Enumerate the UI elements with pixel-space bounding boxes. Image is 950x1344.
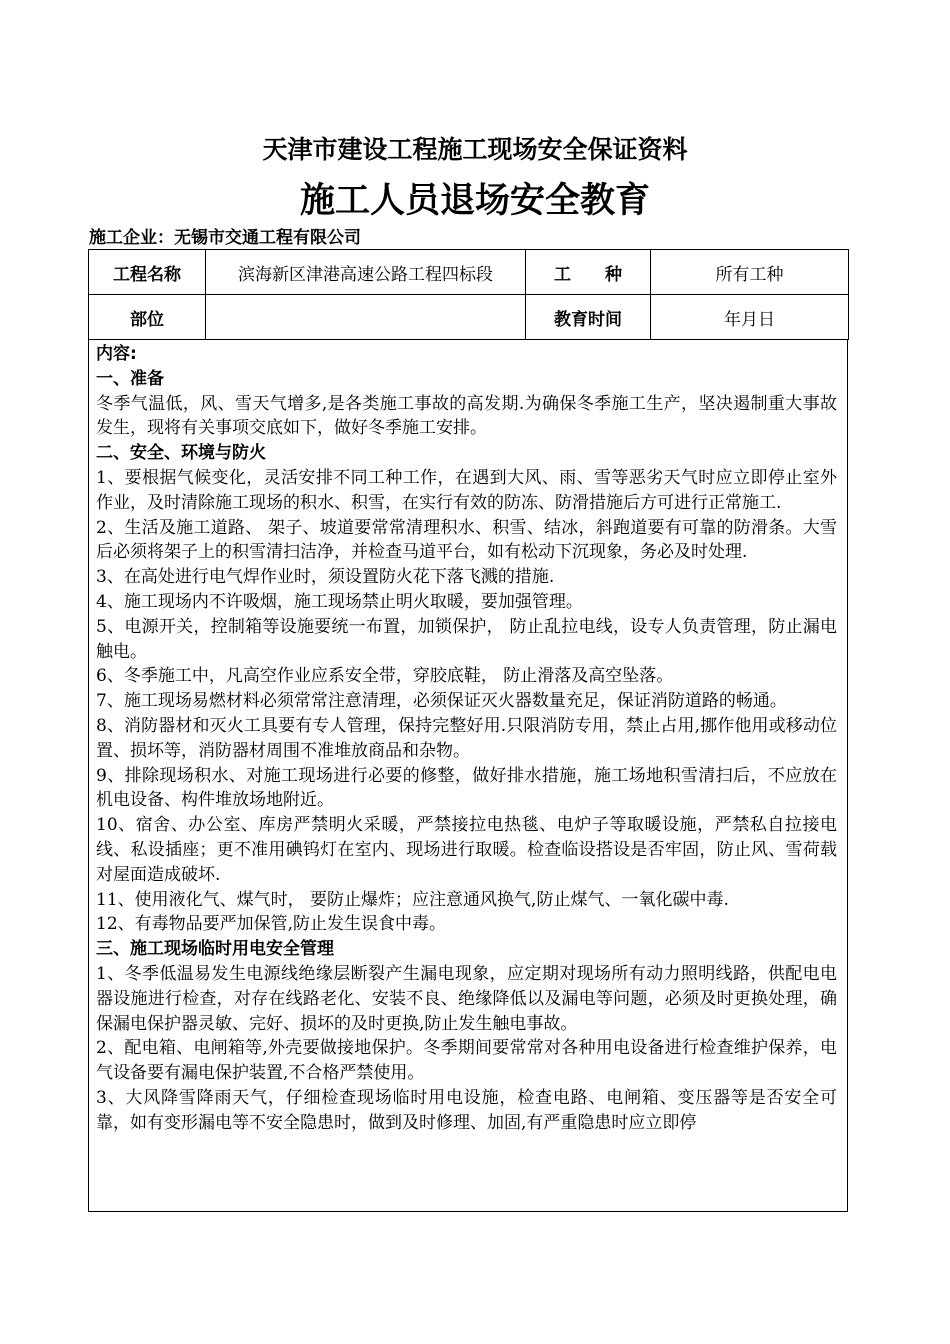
location-value bbox=[206, 295, 526, 340]
content-paragraph: 11、使用液化气、煤气时， 要防止爆炸；应注意通风换气,防止煤气、一氧化碳中毒. bbox=[96, 889, 729, 910]
section-heading: 二、安全、环境与防火 bbox=[96, 443, 266, 464]
document-title: 天津市建设工程施工现场安全保证资料 bbox=[262, 135, 688, 164]
content-paragraph: 3、在高处进行电气焊作业时，须设置防火花下落飞溅的措施. bbox=[96, 567, 555, 588]
content-paragraph: 1、冬季低温易发生电源线绝缘层断裂产生漏电现象，应定期对现场所有动力照明线路，供配电电器设施进行检查，对存在线路老化、安装不良、绝缘降低以及漏电等问题，必须及时更换处理，确保漏电保护器灵敏、完好、损坏的及时更换,防止发生触电事故。 bbox=[96, 963, 837, 1034]
location-label: 部位 bbox=[89, 295, 206, 340]
content-body bbox=[89, 339, 847, 1136]
content-paragraph: 9、排除现场积水、对施工现场进行必要的修整，做好排水措施，施工场地积雪清扫后，不应放在机电设备、构件堆放场地附近。 bbox=[96, 765, 837, 811]
content-section bbox=[88, 339, 848, 1212]
project-name-label: 工程名称 bbox=[89, 250, 206, 295]
edu-time-value: 年月日 bbox=[651, 295, 849, 340]
section-heading: 一、准备 bbox=[96, 368, 164, 389]
document-subtitle: 施工人员退场安全教育 bbox=[299, 181, 650, 221]
content-paragraph: 6、冬季施工中，凡高空作业应系安全带，穿胶底鞋， 防止滑落及高空坠落。 bbox=[96, 666, 674, 687]
content-paragraph: 4、施工现场内不许吸烟，施工现场禁止明火取暖，要加强管理。 bbox=[96, 591, 583, 612]
content-paragraph: 10、宿舍、办公室、库房严禁明火采暖，严禁接拉电热毯、电炉子等取暖设施，严禁私自拉接电线、私设插座；更不准用碘钨灯在室内、现场进行取暖。检查临设搭设是否牢固，防止风、雪荷载对屋面造成破坏. bbox=[96, 815, 837, 885]
table-row bbox=[89, 250, 849, 295]
project-name-value: 滨海新区津港高速公路工程四标段 bbox=[206, 250, 526, 295]
content-paragraph: 3、大风降雪降雨天气，仔细检查现场临时用电设施，检查电路、电闸箱、变压器等是否安全可靠，如有变形漏电等不安全隐患时，做到及时修理、加固,有严重隐患时应立即停 bbox=[96, 1087, 837, 1133]
section-heading: 三、施工现场临时用电安全管理 bbox=[96, 939, 334, 960]
content-paragraph: 2、生活及施工道路、 架子、坡道要常常清理积水、积雪、结冰，斜跑道要有可靠的防滑条。大雪后必须将架子上的积雪清扫洁净，并检查马道平台，如有松动下沉现象，务必及时处理. bbox=[96, 517, 837, 563]
content-paragraph: 2、配电箱、电闸箱等,外壳要做接地保护。冬季期间要常常对各种用电设备进行检查维护保养，电气设备要有漏电保护装置,不合格严禁使用。 bbox=[96, 1038, 837, 1084]
content-paragraph: 12、有毒物品要严加保管,防止发生误食中毒。 bbox=[96, 914, 447, 935]
trade-value: 所有工种 bbox=[651, 250, 849, 295]
edu-time-label: 教育时间 bbox=[526, 295, 651, 340]
content-paragraph: 8、消防器材和灭火工具要有专人管理，保持完整好用.只限消防专用，禁止占用,挪作他用或移动位置、损坏等，消防器材周围不准堆放商品和杂物。 bbox=[96, 715, 837, 761]
info-table bbox=[88, 249, 849, 340]
content-paragraph: 冬季气温低，风、雪天气增多,是各类施工事故的高发期.为确保冬季施工生产，坚决遏制重大事故发生，现将有关事项交底如下，做好冬季施工安排。 bbox=[96, 393, 837, 439]
content-paragraph: 5、电源开关，控制箱等设施要统一布置，加锁保护， 防止乱拉电线，设专人负责管理，防止漏电触电。 bbox=[96, 616, 837, 662]
content-paragraph: 7、施工现场易燃材料必须常常注意清理，必须保证灭火器数量充足，保证消防道路的畅通。 bbox=[96, 691, 787, 712]
content-heading: 内容: bbox=[96, 344, 137, 364]
company-line: 施工企业：无锡市交通工程有限公司 bbox=[89, 228, 361, 248]
trade-label: 工 种 bbox=[526, 250, 651, 295]
table-row bbox=[89, 295, 849, 340]
content-paragraph: 1、要根据气候变化，灵活安排不同工种工作，在遇到大风、雨、雪等恶劣天气时应立即停止室外作业，及时清除施工现场的积水、积雪，在实行有效的防冻、防滑措施后方可进行正常施工. bbox=[96, 467, 837, 513]
